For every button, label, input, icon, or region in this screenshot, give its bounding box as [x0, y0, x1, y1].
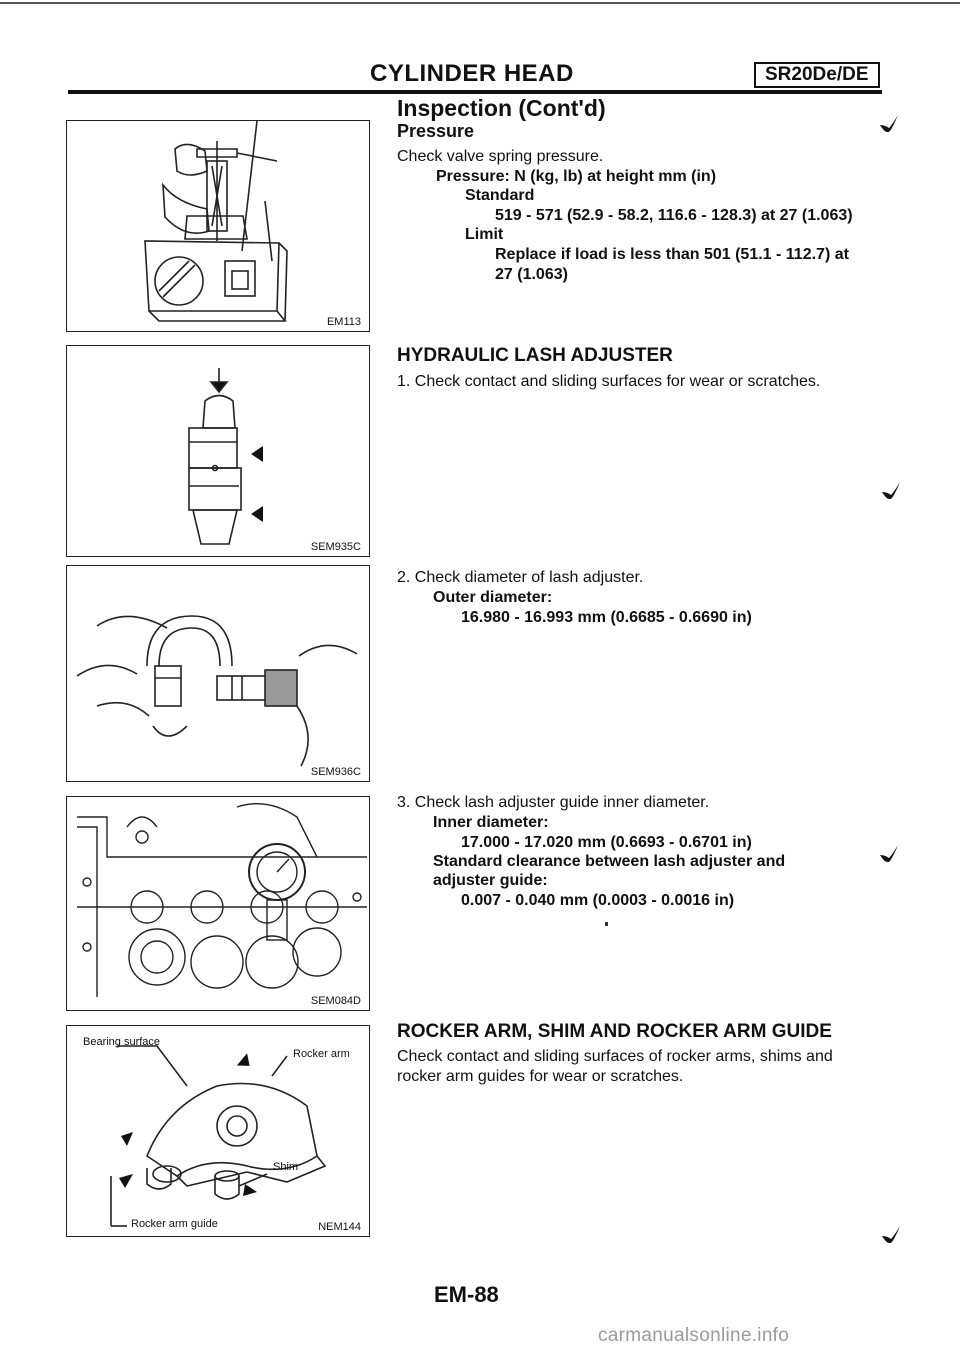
lash-step-2: 2. Check diameter of lash adjuster. [397, 569, 644, 586]
standard-label: Standard [465, 187, 535, 204]
lash-adjuster-illustration [67, 346, 369, 556]
arrow-icon [251, 446, 263, 462]
checkmark-icon [880, 1224, 902, 1246]
checkmark-icon [880, 480, 902, 502]
arrow-icon [251, 506, 263, 522]
label-rocker-arm-guide: Rocker arm guide [131, 1218, 218, 1230]
pressure-intro: Check valve spring pressure. [397, 148, 604, 165]
header-rule [68, 90, 882, 94]
figure-code: SEM935C [310, 541, 361, 553]
inner-diameter-label: Inner diameter: [433, 814, 549, 831]
figure-code: NEM144 [318, 1221, 361, 1233]
limit-line-2: 27 (1.063) [495, 266, 568, 283]
section-title: Inspection (Cont'd) [397, 95, 606, 121]
inner-diameter-value: 17.000 - 17.020 mm (0.6693 - 0.6701 in) [461, 834, 752, 851]
rocker-line-2: rocker arm guides for wear or scratches. [397, 1068, 684, 1085]
checkmark-icon [878, 113, 900, 135]
rocker-line-1: Check contact and sliding surfaces of rocker arms, shims and [397, 1048, 833, 1065]
page-title: CYLINDER HEAD [370, 60, 574, 87]
lash-step-3: 3. Check lash adjuster guide inner diameter. [397, 794, 710, 811]
figure-lash-adjuster [66, 345, 370, 557]
clearance-line-2: adjuster guide: [433, 872, 548, 889]
checkmark-icon [878, 843, 900, 865]
outer-diameter-label: Outer diameter: [433, 589, 553, 606]
figure-code: EM113 [326, 316, 361, 328]
spring-tester-illustration [67, 121, 369, 331]
arrow-icon [121, 1132, 133, 1146]
cylinder-head-illustration [67, 797, 369, 1010]
limit-line-1: Replace if load is less than 501 (51.1 - 112.7) at [495, 246, 849, 263]
lash-step-1: 1. Check contact and sliding surfaces for wear or scratches. [397, 373, 821, 390]
watermark: carmanualsonline.info [598, 1325, 790, 1346]
page-number: EM-88 [434, 1282, 499, 1307]
rocker-heading: ROCKER ARM, SHIM AND ROCKER ARM GUIDE [397, 1021, 832, 1042]
subsection-title: Pressure [397, 121, 475, 141]
pressure-spec-label: Pressure: N (kg, lb) at height mm (in) [436, 168, 717, 185]
figure-rocker-arm [66, 1025, 370, 1237]
figure-code: SEM084D [310, 995, 361, 1007]
figure-code: SEM936C [310, 766, 361, 778]
limit-label: Limit [465, 226, 504, 243]
engine-badge: SR20De/DE [754, 62, 880, 88]
label-bearing-surface: Bearing surface [83, 1036, 161, 1048]
clearance-line-1: Standard clearance between lash adjuster and [433, 853, 786, 870]
figure-cylinder-head [66, 796, 370, 1011]
micrometer-illustration [67, 566, 369, 781]
figure-spring-tester [66, 120, 370, 332]
clearance-value: 0.007 - 0.040 mm (0.0003 - 0.0016 in) [461, 892, 735, 909]
speck [605, 922, 608, 926]
figure-micrometer [66, 565, 370, 782]
arrow-icon [243, 1184, 257, 1196]
arrow-icon [237, 1053, 255, 1072]
label-rocker-arm: Rocker arm [293, 1048, 350, 1060]
label-shim: Shim [273, 1161, 299, 1173]
lash-heading: HYDRAULIC LASH ADJUSTER [397, 345, 673, 366]
top-border [0, 2, 960, 4]
standard-value: 519 - 571 (52.9 - 58.2, 116.6 - 128.3) at 27 (1.063) [495, 207, 853, 224]
arrow-icon [119, 1174, 133, 1188]
outer-diameter-value: 16.980 - 16.993 mm (0.6685 - 0.6690 in) [461, 609, 752, 626]
